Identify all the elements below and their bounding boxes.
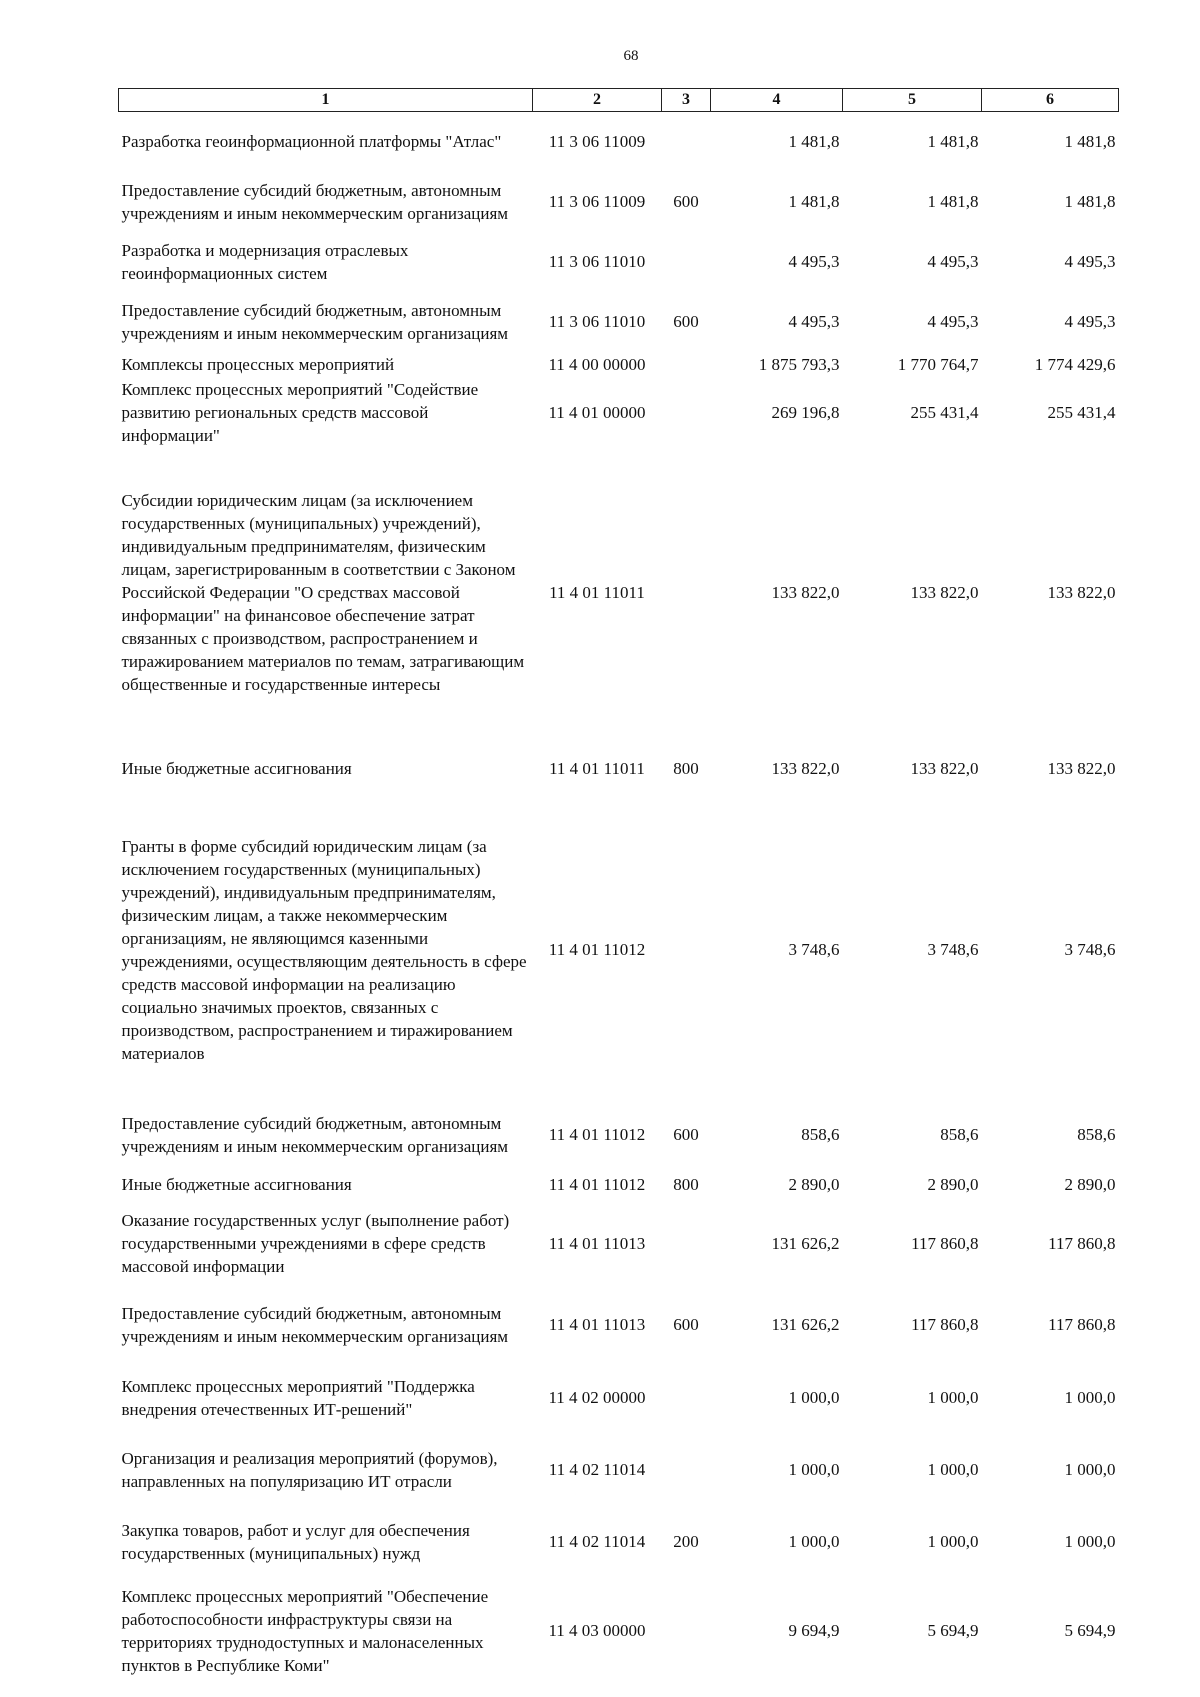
row-value-3: 3 748,6 bbox=[1064, 940, 1116, 959]
header-col-1: 1 bbox=[119, 89, 533, 112]
table-row bbox=[119, 1170, 1119, 1200]
table-row bbox=[119, 1100, 1119, 1170]
row-name: Предоставление субсидий бюджетным, автономным учреждениям и иным некоммерческим организациям bbox=[121, 1303, 509, 1346]
row-value-1: 133 822,0 bbox=[771, 583, 840, 602]
row-value-3: 117 860,8 bbox=[1048, 1315, 1116, 1334]
row-code: 11 4 01 11013 bbox=[548, 1234, 646, 1253]
row-type bbox=[662, 232, 711, 292]
row-value-3: 4 495,3 bbox=[1064, 252, 1116, 271]
row-value-1: 9 694,9 bbox=[788, 1621, 840, 1640]
row-value-3: 1 000,0 bbox=[1064, 1460, 1116, 1479]
row-name: Оказание государственных услуг (выполнение работ) государственными учреждениями в сфере средств массовой информации bbox=[121, 1211, 510, 1276]
table-row bbox=[119, 1506, 1119, 1578]
row-value-3: 255 431,4 bbox=[1047, 403, 1116, 422]
row-value-1: 4 495,3 bbox=[788, 312, 840, 331]
row-value-3: 1 000,0 bbox=[1064, 1388, 1116, 1407]
row-type bbox=[662, 800, 711, 1100]
row-value-1: 1 000,0 bbox=[788, 1532, 840, 1551]
table-row bbox=[119, 1200, 1119, 1288]
page-number: 68 bbox=[623, 48, 639, 64]
row-value-1: 4 495,3 bbox=[788, 252, 840, 271]
table-row bbox=[119, 112, 1119, 172]
row-value-3: 5 694,9 bbox=[1064, 1621, 1116, 1640]
row-type bbox=[662, 378, 711, 448]
row-type: 600 bbox=[673, 192, 699, 211]
row-value-3: 1 000,0 bbox=[1064, 1532, 1116, 1551]
row-value-2: 4 495,3 bbox=[927, 252, 979, 271]
row-name: Предоставление субсидий бюджетным, автономным учреждениям и иным некоммерческим организациям bbox=[121, 300, 509, 343]
row-value-2: 5 694,9 bbox=[927, 1621, 979, 1640]
row-name: Субсидии юридическим лицам (за исключением государственных (муниципальных) учреждений), индивидуальным предпринимателям, физическим лицам, зарегистрированным в соответствии с Законом Российской Федерации "О средствах массовой информации" на финансовое обеспечение затрат связанных с производством, распространением и тиражированием материалов по темам, затрагивающим общественные и государственные интересы bbox=[121, 491, 525, 694]
row-value-3: 2 890,0 bbox=[1064, 1175, 1116, 1194]
row-type bbox=[662, 448, 711, 738]
table-row bbox=[119, 1578, 1119, 1684]
row-value-1: 1 000,0 bbox=[788, 1388, 840, 1407]
table-row bbox=[119, 378, 1119, 448]
table-header bbox=[119, 89, 1119, 112]
row-name: Разработка геоинформационной платформы "Атлас" bbox=[121, 132, 502, 152]
row-name: Предоставление субсидий бюджетным, автономным учреждениям и иным некоммерческим организациям bbox=[121, 180, 509, 223]
row-value-1: 1 481,8 bbox=[788, 132, 840, 152]
row-type: 200 bbox=[673, 1532, 699, 1551]
row-value-2: 1 770 764,7 bbox=[897, 355, 979, 374]
table-row bbox=[119, 1288, 1119, 1362]
row-name: Комплекс процессных мероприятий "Обеспечение работоспособности инфраструктуры связи на территориях труднодоступных и малонаселенных пунктов в Республике Коми" bbox=[121, 1586, 489, 1675]
table-row bbox=[119, 172, 1119, 232]
table-row bbox=[119, 738, 1119, 800]
row-value-2: 1 000,0 bbox=[927, 1388, 979, 1407]
row-value-1: 2 890,0 bbox=[788, 1175, 840, 1194]
row-code: 11 4 01 11012 bbox=[548, 940, 646, 959]
row-value-3: 133 822,0 bbox=[1047, 583, 1116, 602]
header-col-2: 2 bbox=[533, 89, 662, 112]
row-value-1: 1 481,8 bbox=[788, 192, 840, 211]
row-value-1: 133 822,0 bbox=[771, 759, 840, 778]
row-code: 11 4 01 11011 bbox=[549, 583, 645, 602]
row-value-3: 1 774 429,6 bbox=[1034, 355, 1116, 374]
row-code: 11 4 02 11014 bbox=[548, 1532, 646, 1551]
row-value-2: 1 000,0 bbox=[927, 1460, 979, 1479]
table-row bbox=[119, 800, 1119, 1100]
row-name: Иные бюджетные ассигнования bbox=[121, 1175, 352, 1194]
row-value-2: 133 822,0 bbox=[910, 759, 979, 778]
row-value-2: 2 890,0 bbox=[927, 1175, 979, 1194]
row-value-3: 117 860,8 bbox=[1048, 1234, 1116, 1253]
row-type bbox=[662, 1362, 711, 1434]
header-col-6: 6 bbox=[982, 89, 1119, 112]
row-code: 11 3 06 11010 bbox=[548, 252, 646, 271]
row-value-2: 1 481,8 bbox=[927, 132, 979, 152]
table-row bbox=[119, 232, 1119, 292]
row-value-2: 117 860,8 bbox=[911, 1315, 979, 1334]
row-name: Разработка и модернизация отраслевых геоинформационных систем bbox=[121, 240, 409, 283]
row-type bbox=[662, 1434, 711, 1506]
row-value-2: 3 748,6 bbox=[927, 940, 979, 959]
row-value-3: 4 495,3 bbox=[1064, 312, 1116, 331]
row-value-3: 858,6 bbox=[1077, 1125, 1116, 1144]
row-value-2: 117 860,8 bbox=[911, 1234, 979, 1253]
table-body bbox=[119, 112, 1119, 1684]
row-code: 11 3 06 11010 bbox=[548, 312, 646, 331]
row-code: 11 4 03 00000 bbox=[548, 1621, 646, 1640]
row-value-2: 255 431,4 bbox=[910, 403, 979, 422]
row-value-2: 858,6 bbox=[940, 1125, 979, 1144]
row-value-2: 1 000,0 bbox=[927, 1532, 979, 1551]
row-type bbox=[662, 112, 711, 172]
row-name: Комплекс процессных мероприятий "Содействие развитию региональных средств массовой информации" bbox=[121, 380, 479, 445]
row-value-3: 133 822,0 bbox=[1047, 759, 1116, 778]
row-code: 11 3 06 11009 bbox=[548, 192, 646, 211]
row-value-3: 1 481,8 bbox=[1064, 192, 1116, 211]
row-code: 11 4 01 11012 bbox=[548, 1125, 646, 1144]
row-code: 11 4 01 11012 bbox=[548, 1175, 646, 1194]
row-name: Организация и реализация мероприятий (форумов), направленных на популяризацию ИТ отрасли bbox=[121, 1448, 498, 1491]
row-name: Гранты в форме субсидий юридическим лицам (за исключением государственных (муниципальных) учреждений), индивидуальным предпринимателям, физическим лицам, а также некоммерческим организациям, не являющимся казенными учреждениями, осуществляющим деятельность в сфере средств массовой информации на реализацию социально значимых проектов, связанных с производством, распространением и тиражированием материалов bbox=[121, 836, 527, 1063]
row-name: Закупка товаров, работ и услуг для обеспечения государственных (муниципальных) нужд bbox=[121, 1520, 470, 1563]
row-code: 11 4 01 11013 bbox=[548, 1315, 646, 1334]
row-value-2: 4 495,3 bbox=[927, 312, 979, 331]
table-row bbox=[119, 1362, 1119, 1434]
row-name: Предоставление субсидий бюджетным, автономным учреждениям и иным некоммерческим организациям bbox=[121, 1113, 509, 1156]
row-name: Комплекс процессных мероприятий "Поддержка внедрения отечественных ИТ-решений" bbox=[121, 1376, 475, 1419]
header-row bbox=[119, 89, 1119, 112]
row-value-1: 3 748,6 bbox=[788, 940, 840, 959]
row-value-3: 1 481,8 bbox=[1064, 132, 1116, 152]
row-code: 11 4 02 11014 bbox=[548, 1460, 646, 1479]
row-type: 600 bbox=[673, 312, 699, 331]
table-row bbox=[119, 292, 1119, 352]
row-name: Иные бюджетные ассигнования bbox=[121, 759, 352, 778]
header-col-3: 3 bbox=[662, 89, 711, 112]
table-row bbox=[119, 448, 1119, 738]
row-name: Комплексы процессных мероприятий bbox=[121, 355, 395, 374]
row-type: 600 bbox=[673, 1125, 699, 1144]
row-type: 800 bbox=[673, 759, 699, 778]
row-value-2: 1 481,8 bbox=[927, 192, 979, 211]
row-type: 600 bbox=[673, 1315, 699, 1334]
row-type bbox=[662, 1200, 711, 1288]
row-code: 11 3 06 11009 bbox=[548, 132, 646, 152]
row-code: 11 4 01 00000 bbox=[548, 403, 646, 422]
row-value-1: 131 626,2 bbox=[771, 1315, 840, 1334]
row-value-1: 1 000,0 bbox=[788, 1460, 840, 1479]
row-type: 800 bbox=[673, 1175, 699, 1194]
row-value-1: 858,6 bbox=[801, 1125, 840, 1144]
budget-table bbox=[118, 88, 1119, 1684]
header-col-5: 5 bbox=[843, 89, 982, 112]
row-value-1: 269 196,8 bbox=[771, 403, 840, 422]
table-row bbox=[119, 1434, 1119, 1506]
row-code: 11 4 01 11011 bbox=[549, 759, 645, 778]
row-value-1: 1 875 793,3 bbox=[758, 355, 840, 374]
row-code: 11 4 02 00000 bbox=[548, 1388, 646, 1407]
row-type bbox=[662, 1578, 711, 1684]
row-value-1: 131 626,2 bbox=[771, 1234, 840, 1253]
table-row bbox=[119, 352, 1119, 378]
row-code: 11 4 00 00000 bbox=[548, 355, 646, 374]
header-col-4: 4 bbox=[711, 89, 843, 112]
row-value-2: 133 822,0 bbox=[910, 583, 979, 602]
row-type bbox=[662, 352, 711, 378]
